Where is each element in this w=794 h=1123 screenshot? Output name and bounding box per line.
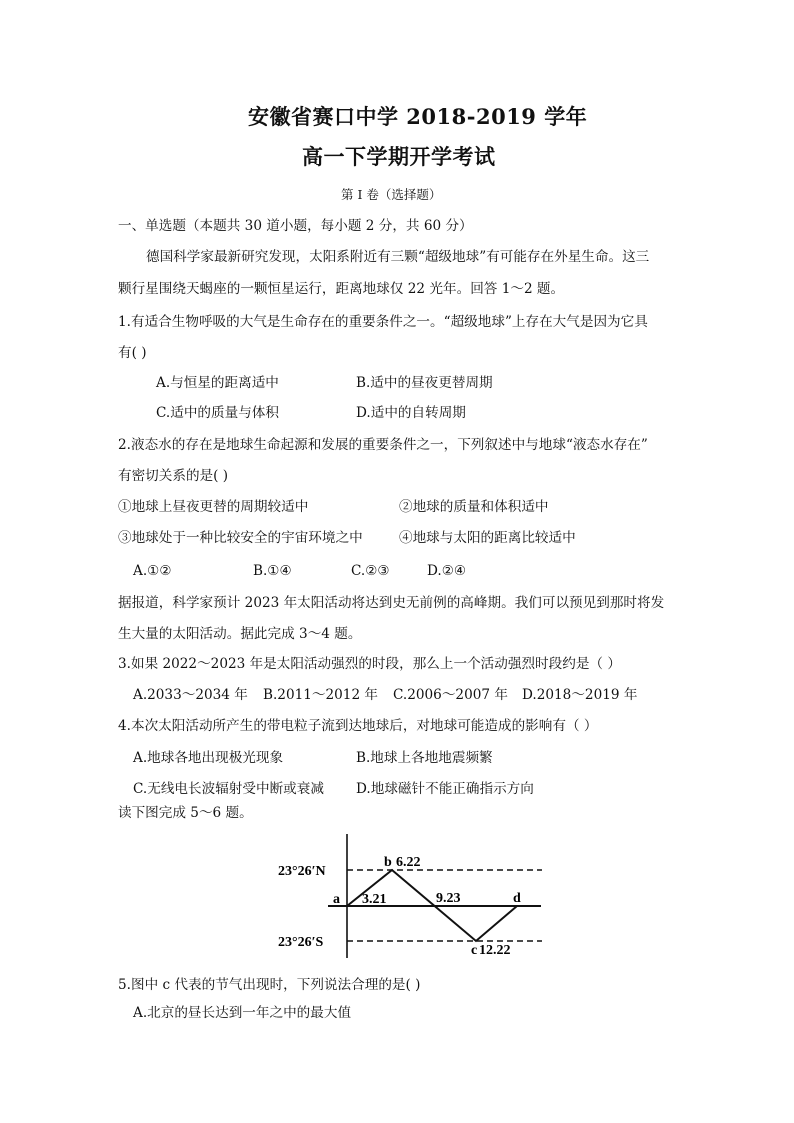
passage-line: 颗行星围绕天蝎座的一颗恒星运行，距离地球仅 22 光年。回答 1～2 题。	[118, 281, 565, 297]
question-1-option-d: D.适中的自转周期	[356, 405, 466, 421]
question-2-statement-3: ③地球处于一种比较安全的宇宙环境之中	[118, 530, 363, 546]
point-d-label: d	[513, 891, 521, 906]
question-2-option-c: C.②③	[351, 563, 390, 579]
volume-label: 第 I 卷（选择题）	[341, 187, 442, 202]
passage-line: 德国科学家最新研究发现，太阳系附近有三颗“超级地球”有可能存在外星生命。这三	[146, 249, 650, 265]
point-a-label: a	[333, 892, 340, 907]
question-3-option-b: B.2011～2012 年	[263, 687, 379, 703]
question-3-stem: 3.如果 2022～2023 年是太阳活动强烈的时段，那么上一个活动强烈时段约是（ ）	[118, 656, 621, 672]
passage-line: 生大量的太阳活动。据此完成 3～4 题。	[118, 626, 362, 642]
passage-line: 据报道，科学家预计 2023 年太阳活动将达到史无前例的高峰期。我们可以预见到那时将发	[118, 595, 665, 611]
document-title: 安徽省赛口中学 2018-2019 学年	[248, 104, 588, 129]
date-label-3-21: 3.21	[362, 892, 387, 907]
question-3-option-a: A.2033～2034 年	[133, 687, 248, 703]
label-tropic-south: 23°26′S	[278, 935, 324, 950]
question-5-option-a: A.北京的昼长达到一年之中的最大值	[133, 1005, 352, 1021]
question-1-stem-cont: 有( )	[118, 345, 147, 361]
point-c-label: c	[471, 943, 478, 958]
question-1-option-a: A.与恒星的距离适中	[156, 375, 279, 391]
section-heading: 一、单选题（本题共 30 道小题，每小题 2 分，共 60 分）	[118, 218, 473, 234]
document-subtitle: 高一下学期开学考试	[302, 144, 496, 169]
question-3-option-c: C.2006～2007 年	[393, 687, 508, 703]
question-2-stem: 2.液态水的存在是地球生命起源和发展的重要条件之一，下列叙述中与地球“液态水存在”	[118, 437, 648, 453]
question-2-option-d: D.②④	[427, 563, 467, 579]
question-2-statement-2: ②地球的质量和体积适中	[399, 499, 549, 515]
date-label-6-22: 6.22	[396, 855, 421, 870]
sun-direct-point-diagram	[270, 830, 560, 960]
question-2-option-b: B.①④	[253, 563, 292, 579]
question-2-statement-1: ①地球上昼夜更替的周期较适中	[118, 499, 309, 515]
question-1-stem: 1.有适合生物呼吸的大气是生命存在的重要条件之一。“超级地球”上存在大气是因为它具	[118, 314, 648, 330]
question-4-option-b: B.地球上各地地震频繁	[356, 750, 493, 766]
question-2-option-a: A.①②	[133, 563, 172, 579]
point-b-label: b	[384, 855, 392, 870]
question-2-statement-4: ④地球与太阳的距离比较适中	[399, 530, 576, 546]
question-4-option-d: D.地球磁针不能正确指示方向	[356, 781, 534, 797]
date-label-12-22: 12.22	[479, 943, 511, 958]
date-label-9-23: 9.23	[436, 891, 461, 906]
question-2-stem-cont: 有密切关系的是( )	[118, 468, 229, 484]
question-4-option-c: C.无线电长波辐射受中断或衰减	[133, 781, 324, 797]
figure-instruction: 读下图完成 5～6 题。	[118, 805, 253, 821]
label-tropic-north: 23°26′N	[278, 864, 326, 879]
question-3-option-d: D.2018～2019 年	[522, 687, 638, 703]
question-5-stem: 5.图中 c 代表的节气出现时，下列说法合理的是( )	[118, 977, 421, 993]
question-4-stem: 4.本次太阳活动所产生的带电粒子流到达地球后，对地球可能造成的影响有（ ）	[118, 718, 598, 734]
question-4-option-a: A.地球各地出现极光现象	[133, 750, 284, 766]
question-1-option-b: B.适中的昼夜更替周期	[356, 375, 493, 391]
question-1-option-c: C.适中的质量与体积	[156, 405, 279, 421]
